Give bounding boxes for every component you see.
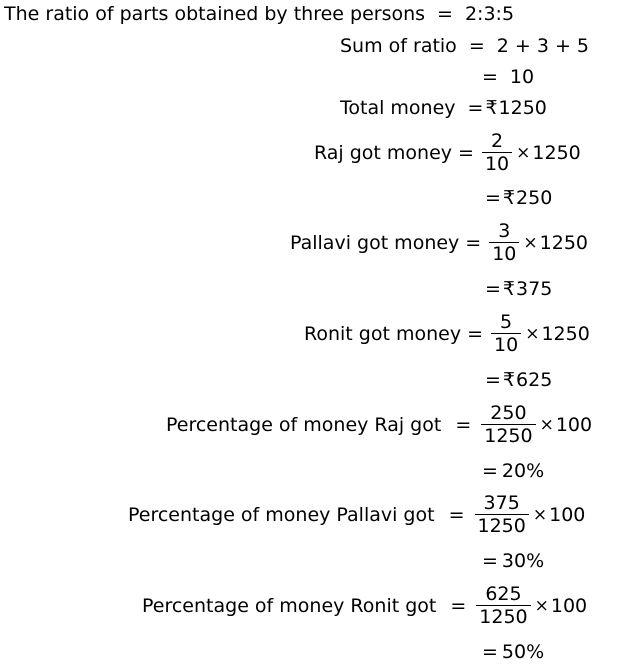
pct-ronit-numerator: 625 xyxy=(485,583,522,605)
pct-raj-line xyxy=(166,402,592,447)
rupee-icon: ₹ xyxy=(502,369,516,391)
pct-ronit-result: 50% xyxy=(501,641,545,663)
pct-pallavi-multiplier: 100 xyxy=(549,503,586,526)
sum-equals: = xyxy=(468,35,485,57)
pct-pallavi-result-equals: = xyxy=(482,550,498,572)
pct-raj-equals: = xyxy=(455,413,472,436)
total-label: Total money xyxy=(340,97,456,119)
pct-ronit-denominator: 1250 xyxy=(479,606,528,628)
pct-ronit-label: Percentage of money Ronit got xyxy=(142,594,437,617)
ronit-result-line xyxy=(485,369,552,391)
pct-ronit-line xyxy=(142,583,587,628)
rupee-icon: ₹ xyxy=(485,97,498,119)
pct-ronit-equals: = xyxy=(450,594,467,617)
sum-value: 2 + 3 + 5 xyxy=(496,35,589,57)
pct-ronit-multiplier: 100 xyxy=(550,594,588,617)
pct-raj-result-line xyxy=(482,460,544,482)
pct-pallavi-line xyxy=(128,492,585,537)
sum-line xyxy=(340,35,589,57)
ratio-equals: = xyxy=(437,3,453,25)
rupee-icon: ₹ xyxy=(502,187,516,209)
pct-pallavi-numerator: 375 xyxy=(483,492,520,514)
ratio-label: The ratio of parts obtained by three persons xyxy=(4,3,426,25)
sum-label: Sum of ratio xyxy=(340,35,457,57)
pallavi-fraction xyxy=(489,220,519,265)
pallavi-result-equals: = xyxy=(485,278,501,300)
pct-pallavi-result-line xyxy=(482,550,544,572)
pct-raj-fraction xyxy=(481,402,535,447)
pct-raj-denominator: 1250 xyxy=(484,425,533,447)
pct-pallavi-label: Percentage of money Pallavi got xyxy=(128,503,435,526)
pct-raj-result: 20% xyxy=(501,460,545,482)
pallavi-numerator: 3 xyxy=(498,220,511,242)
raj-equals: = xyxy=(458,141,474,164)
pct-raj-label: Percentage of money Raj got xyxy=(166,413,442,436)
raj-numerator: 2 xyxy=(491,130,504,152)
ronit-result-equals: = xyxy=(485,369,501,391)
raj-result-line xyxy=(485,187,552,209)
sum-result-value: 10 xyxy=(509,66,535,88)
pallavi-label: Pallavi got money xyxy=(290,231,460,254)
raj-result: 250 xyxy=(516,187,553,209)
ronit-denominator: 10 xyxy=(494,334,519,356)
pct-pallavi-fraction xyxy=(475,492,529,537)
pct-ronit-fraction xyxy=(476,583,530,628)
multiply-sign: × xyxy=(523,232,538,253)
raj-multiplier: 1250 xyxy=(532,141,581,164)
total-value: 1250 xyxy=(498,97,547,119)
pct-raj-result-equals: = xyxy=(482,460,498,482)
ronit-label: Ronit got money xyxy=(304,322,462,345)
multiply-sign: × xyxy=(525,323,540,344)
total-line xyxy=(340,97,547,119)
raj-label: Raj got money xyxy=(314,141,453,164)
pct-ronit-result-line xyxy=(482,641,544,663)
pallavi-result-line xyxy=(485,278,552,300)
raj-line xyxy=(314,130,581,175)
multiply-sign: × xyxy=(532,504,548,525)
pct-pallavi-result: 30% xyxy=(501,550,545,572)
pallavi-multiplier: 1250 xyxy=(539,231,589,254)
ronit-equals: = xyxy=(467,322,483,345)
raj-result-equals: = xyxy=(485,187,501,209)
raj-fraction xyxy=(482,130,512,175)
pct-ronit-result-equals: = xyxy=(482,641,498,663)
sum-result-equals: = xyxy=(482,66,498,88)
multiply-sign: × xyxy=(516,142,531,163)
pallavi-equals: = xyxy=(465,231,482,254)
pallavi-denominator: 10 xyxy=(492,243,517,265)
pct-raj-multiplier: 100 xyxy=(555,413,593,436)
ronit-line xyxy=(304,311,590,356)
raj-denominator: 10 xyxy=(484,153,510,175)
multiply-sign: × xyxy=(534,595,549,616)
pallavi-line xyxy=(290,220,588,265)
rupee-icon: ₹ xyxy=(502,278,516,300)
ronit-multiplier: 1250 xyxy=(541,322,590,345)
ratio-value: 2:3:5 xyxy=(464,3,515,25)
pct-pallavi-equals: = xyxy=(448,503,465,526)
ronit-result: 625 xyxy=(516,369,553,391)
pct-pallavi-denominator: 1250 xyxy=(477,515,526,537)
multiply-sign: × xyxy=(539,414,554,435)
ratio-line xyxy=(4,3,514,25)
total-equals: = xyxy=(467,97,484,119)
pallavi-result: 375 xyxy=(516,278,553,300)
ronit-fraction xyxy=(491,311,521,356)
ronit-numerator: 5 xyxy=(500,311,513,333)
pct-raj-numerator: 250 xyxy=(490,402,527,424)
sum-result-line xyxy=(482,66,534,88)
